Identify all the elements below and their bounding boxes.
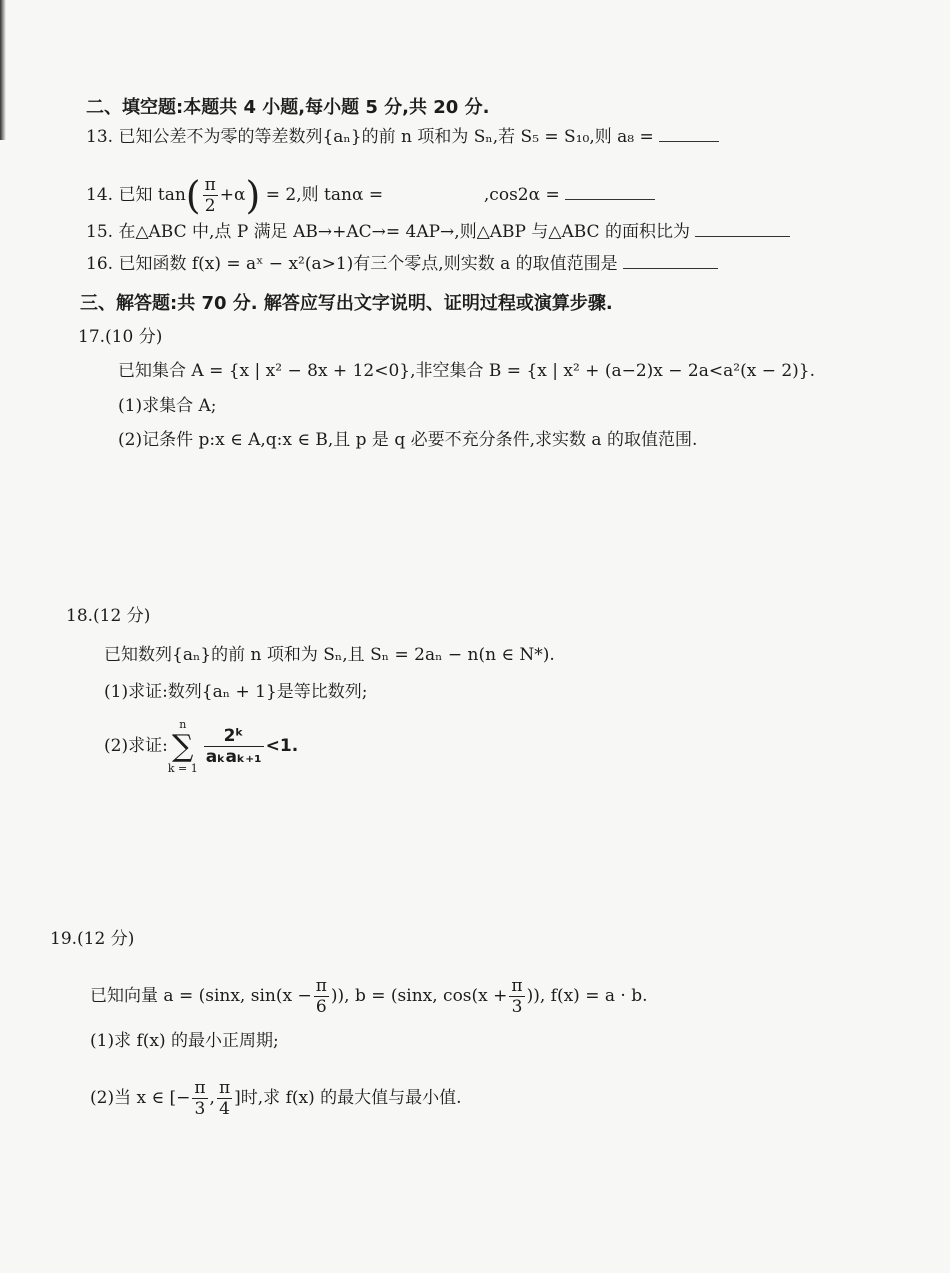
q17-header: 17.(10 分) [78, 327, 163, 347]
sum-upper-limit: n [179, 717, 187, 731]
q19-p2-fraction-1 [192, 1078, 207, 1119]
q19-a-fraction [314, 976, 329, 1017]
q14-answer-blank-1 [389, 186, 479, 200]
q18-part2-prefix: (2)求证: [104, 736, 168, 756]
q19-p2-fraction-2 [217, 1078, 232, 1119]
summation-symbol [168, 718, 198, 776]
q18-part1: (1)求证:数列{aₙ + 1}是等比数列; [104, 682, 368, 702]
q17-part1: (1)求集合 A; [118, 396, 217, 416]
q19-stem [90, 966, 648, 1026]
q18-part2-suffix: <1. [265, 736, 299, 756]
q19-p2-frac2-num: π [218, 1078, 231, 1098]
q17-stem: 已知集合 A = {x | x² − 8x + 12<0},非空集合 B = {x | x² + (a−2)x − 2a<a²(x − 2)}. [118, 361, 816, 381]
q14-frac-num: π [204, 175, 216, 195]
q19-p2-comma: , [209, 1088, 215, 1108]
q18-fraction [204, 726, 264, 767]
sigma-glyph: ∑ [172, 728, 194, 764]
q14-number: 14. [86, 185, 114, 205]
q14-answer-blank-2 [565, 185, 655, 200]
question-15 [86, 221, 790, 243]
q19-part1: (1)求 f(x) 的最小正周期; [90, 1031, 279, 1051]
section3-heading: 三、解答题:共 70 分. 解答应写出文字说明、证明过程或演算步骤. [80, 293, 613, 314]
q14-prefix: 已知 tan [118, 185, 186, 205]
q14-suffix: = 2,则 tanα = [265, 185, 384, 205]
q14-part2: ,cos2α = [483, 185, 560, 205]
q19-b-frac-num: π [511, 976, 523, 996]
q19-p2-frac1-num: π [194, 1078, 206, 1098]
q19-a-frac-num: π [315, 976, 327, 996]
q19-p2-frac1-den: 3 [194, 1099, 206, 1119]
q19-b-fraction [509, 976, 524, 1017]
q13-number: 13. [86, 127, 114, 147]
q16-answer-blank [623, 254, 718, 269]
q15-number: 15. [86, 222, 114, 242]
q19-b-frac-den: 3 [511, 997, 523, 1017]
q14-mid: +α [219, 185, 246, 205]
q19-stem-prefix: 已知向量 a = (sinx, sin(x − [90, 986, 312, 1006]
q13-text: 已知公差不为零的等差数列{aₙ}的前 n 项和为 Sₙ,若 S₅ = S₁₀,则 a₈ = [118, 127, 654, 147]
question-14 [86, 170, 655, 220]
q18-frac-num: 2ᵏ [204, 726, 264, 747]
q16-text: 已知函数 f(x) = aˣ − x²(a>1)有三个零点,则实数 a 的取值范围是 [118, 254, 618, 274]
q15-text: 在△ABC 中,点 P 满足 AB→+AC→= 4AP→,则△ABP 与△ABC 的面积比为 [118, 222, 690, 242]
q19-a-frac-den: 6 [315, 997, 327, 1017]
q18-header: 18.(12 分) [66, 606, 151, 626]
q18-stem: 已知数列{aₙ}的前 n 项和为 Sₙ,且 Sₙ = 2aₙ − n(n ∈ N*). [104, 645, 555, 665]
q17-part2: (2)记条件 p:x ∈ A,q:x ∈ B,且 p 是 q 必要不充分条件,求实数 a 的取值范围. [118, 430, 698, 450]
question-13 [86, 126, 719, 148]
q19-part2-suffix: ]时,求 f(x) 的最大值与最小值. [234, 1088, 462, 1108]
sum-lower-limit: k = 1 [167, 761, 198, 775]
q19-p2-frac2-den: 4 [219, 1099, 230, 1119]
q14-frac-den: 2 [204, 196, 216, 216]
page-edge-shadow [0, 0, 6, 140]
q14-open-paren: ( [185, 173, 201, 218]
q13-answer-blank [659, 127, 719, 142]
q16-number: 16. [86, 254, 114, 274]
question-16 [86, 253, 718, 275]
q18-frac-den: aₖaₖ₊₁ [205, 747, 262, 767]
q15-answer-blank [695, 222, 790, 237]
q19-stem-suffix: )), f(x) = a · b. [526, 986, 648, 1006]
q19-header: 19.(12 分) [50, 929, 135, 949]
q14-close-paren: ) [245, 173, 261, 218]
q14-fraction [203, 175, 218, 216]
q19-stem-mid: )), b = (sinx, cos(x + [330, 986, 508, 1006]
q19-part2-prefix: (2)当 x ∈ [− [90, 1088, 191, 1108]
q18-part2 [104, 716, 298, 776]
section2-heading: 二、填空题:本题共 4 小题,每小题 5 分,共 20 分. [86, 97, 490, 118]
q19-part2 [90, 1068, 462, 1128]
